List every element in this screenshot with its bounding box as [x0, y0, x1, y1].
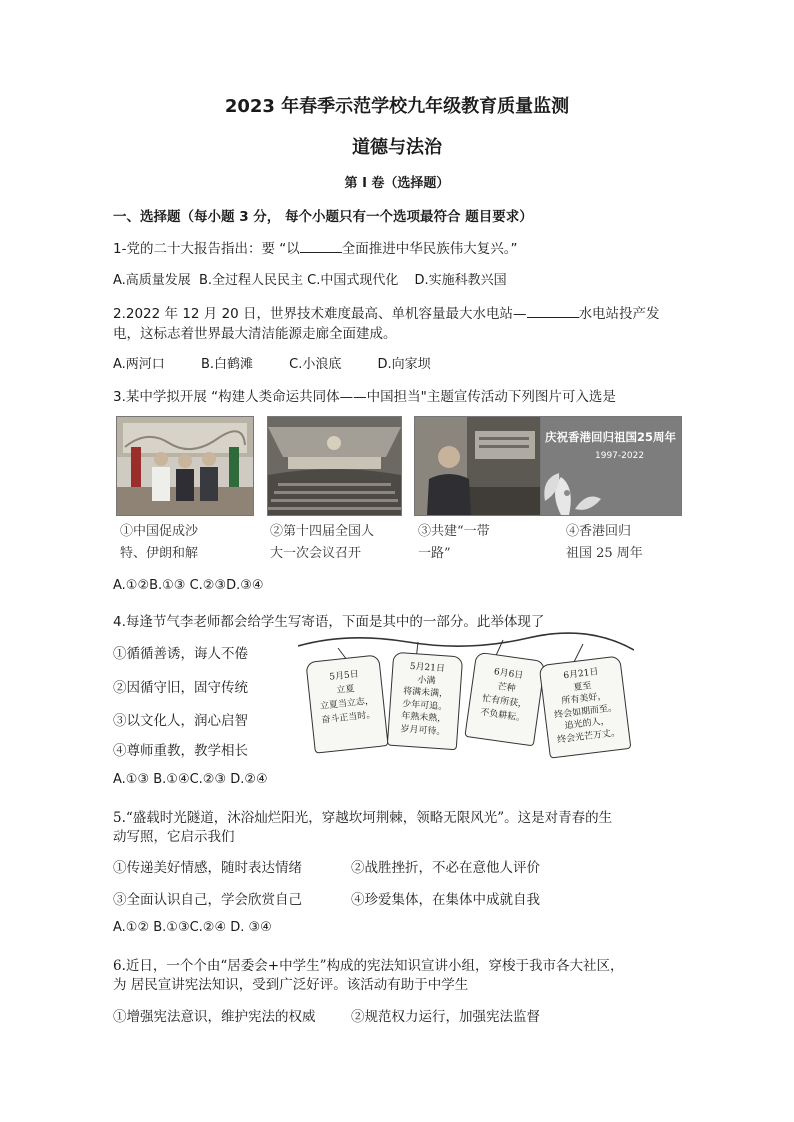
tag-xiazhi	[539, 655, 632, 758]
q5-line2: 动写照，它启示我们	[113, 829, 235, 845]
q3-photo-4-banner: 庆祝香港回归祖国25周年	[545, 430, 677, 444]
q3-caption-3-line1: ③共建“一带	[418, 524, 490, 539]
q1-option-c: C.中国式现代化	[307, 273, 399, 288]
q1-option-a: A.高质量发展	[113, 273, 191, 288]
tag-mangzhong-line1: 忙有所获，	[481, 693, 528, 711]
q1-stem-a: 1-党的二十大报告指出：要 “以	[113, 241, 300, 257]
q2-line1	[113, 302, 660, 322]
tag-xiazhi-line3: 追光的人，	[564, 716, 611, 732]
q6-line1: 6.近日，一个个由“居委会+中学生”构成的宪法知识宣讲小组，穿梭于我市各大社区，	[113, 958, 624, 974]
q3-caption-4	[566, 521, 643, 565]
q3-caption-4-line1: ④香港回归	[566, 524, 632, 539]
tag-xiazhi-name: 夏至	[572, 680, 593, 693]
q3-photo-2	[267, 416, 402, 516]
tag-xiaoman-name: 小满	[417, 674, 436, 687]
tag-xiazhi-line2: 终会如期而至。	[553, 702, 618, 721]
q3-caption-3-line2: 一路”	[418, 546, 451, 561]
q5-item-2: ②战胜挫折，不必在意他人评价	[351, 860, 540, 876]
tag-xiazhi-date: 6月21日	[562, 667, 600, 682]
q2-line2: 电，这标志着世界最大清洁能源走廊全面建成。	[113, 326, 397, 342]
q4-item-3: ③以文化人，润心启智	[113, 713, 248, 729]
train-station-photo-icon	[415, 417, 540, 515]
tag-mangzhong	[464, 652, 545, 747]
q1-blank	[300, 239, 342, 253]
q3-caption-4-line2: 祖国 25 周年	[566, 546, 643, 561]
q4-item-2: ②因循守旧，固守传统	[113, 680, 248, 696]
q2-option-b: B.白鹤滩	[200, 357, 254, 372]
q1-option-d: D.实施科教兴国	[414, 273, 507, 288]
diplomats-photo-icon	[117, 417, 253, 515]
tag-lixia-name: 立夏	[336, 684, 356, 696]
tag-xiaoman-line2: 少年可追。	[401, 698, 448, 713]
q4-item-4: ④尊师重教，教学相长	[113, 743, 248, 759]
q1-option-b: B.全过程人民民主	[198, 273, 304, 288]
tag-xiaoman-line4: 岁月可待。	[400, 723, 446, 737]
tag-lixia-date: 5月5日	[328, 669, 360, 683]
q3-caption-1-line1: ①中国促成沙	[120, 524, 199, 539]
q2-option-d: D.向家坝	[377, 357, 431, 372]
q2-line1-b: 水电站投产发	[578, 306, 660, 322]
q3-photo-1	[116, 416, 254, 516]
q3-options: A.①②B.①③ C.②③D.③④	[113, 578, 264, 593]
q1-options	[113, 269, 507, 288]
q6-item-2: ②规范权力运行，加强宪法监督	[351, 1009, 540, 1025]
q1-stem	[113, 237, 518, 257]
tag-lixia-line2: 奋斗正当时。	[321, 710, 376, 726]
tag-xiaoman-line3: 年熟未熟，	[401, 711, 447, 725]
section-heading: 一、选择题（每小题 3 分， 每个小题只有一个选项最符合 题目要求）	[113, 209, 533, 225]
q6-line2: 为 居民宣讲宪法知识，受到广泛好评。该活动有助于中学生	[113, 977, 469, 993]
q3-photo-4-years: 1997-2022	[595, 451, 645, 461]
q3-caption-2	[270, 521, 374, 565]
q2-options	[113, 353, 431, 372]
tag-xiazhi-line4: 终会光芒万丈。	[556, 727, 621, 746]
q3-caption-2-line2: 大一次会议召开	[270, 546, 362, 561]
q5-line1: 5.“盛载时光隧道，沐浴灿烂阳光，穿越坎坷荆棘，领略无限风光”。这是对青春的生	[113, 810, 613, 826]
tag-lixia	[305, 654, 388, 753]
volume-title: 第 I 卷（选择题）	[344, 176, 450, 191]
exam-title: 2023 年春季示范学校九年级教育质量监测	[224, 96, 570, 117]
q3-caption-1-line2: 特、伊朗和解	[120, 546, 199, 561]
tag-xiaoman-date: 5月21日	[409, 661, 446, 675]
q5-item-4: ④珍爱集体，在集体中成就自我	[351, 892, 540, 908]
tag-xiazhi-line1: 所有美好，	[561, 691, 607, 707]
q3-photo-4	[540, 416, 682, 516]
q3-photo-3	[414, 416, 541, 516]
q1-stem-b: 全面推进中华民族伟大复兴。”	[341, 241, 518, 257]
q4-item-1: ①循循善诱，诲人不倦	[113, 646, 248, 662]
q2-option-c: C.小浪底	[289, 357, 342, 372]
q3-caption-3	[418, 521, 490, 565]
q3-caption-2-line1: ②第十四届全国人	[270, 524, 375, 539]
q4-solar-term-tags	[298, 628, 634, 760]
q5-item-1: ①传递美好情感，随时表达情绪	[113, 860, 302, 876]
q4-stem: 4.每逢节气李老师都会给学生写寄语，下面是其中的一部分。此举体现了	[113, 614, 545, 630]
q2-line1-a: 2.2022 年 12 月 20 日，世界技术难度最高、单机容量最大水电站—	[113, 306, 527, 322]
subject-title: 道德与法治	[352, 137, 442, 158]
tag-xiaoman-line1: 将满未满，	[402, 686, 449, 700]
tag-mangzhong-name: 芒种	[496, 681, 517, 695]
congress-hall-icon	[268, 417, 401, 515]
q3-stem: 3.某中学拟开展 “构建人类命运共同体——中国担当"主题宣传活动下列图片可入选是	[113, 389, 616, 405]
tag-xiaoman	[387, 652, 463, 751]
q2-blank	[527, 304, 579, 318]
tag-lixia-line1: 立夏当立志，	[319, 696, 375, 712]
q6-item-1: ①增强宪法意识，维护宪法的权威	[113, 1009, 316, 1025]
tag-mangzhong-line2: 不负耕耘。	[479, 707, 526, 724]
q5-options: A.①② B.①③C.②④ D. ③④	[113, 920, 272, 935]
q5-item-3: ③全面认识自己，学会欣赏自己	[113, 892, 302, 908]
tag-mangzhong-date: 6月6日	[493, 667, 524, 682]
q3-caption-1	[120, 521, 198, 565]
q2-option-a: A.两河口	[113, 357, 165, 372]
q4-options: A.①③ B.①④C.②③ D.②④	[113, 772, 268, 787]
